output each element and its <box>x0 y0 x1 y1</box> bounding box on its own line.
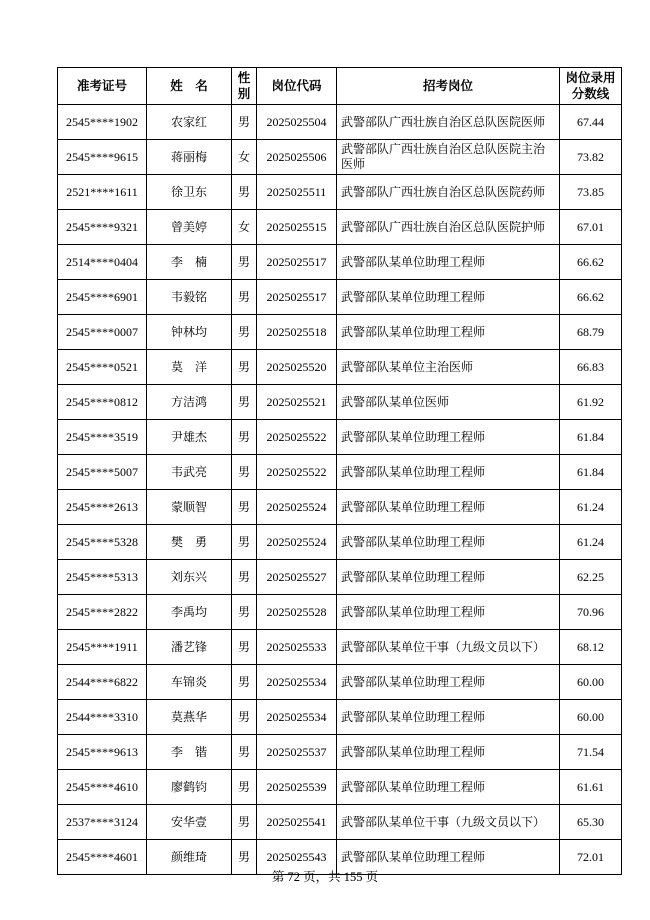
admission-score-table <box>57 67 622 875</box>
cell-name: 潘艺锋 <box>147 630 232 665</box>
table-row <box>58 175 622 210</box>
table-row <box>58 350 622 385</box>
table-row <box>58 385 622 420</box>
cell-name: 徐卫东 <box>147 175 232 210</box>
table-row <box>58 665 622 700</box>
cell-gender: 男 <box>232 630 257 665</box>
table-row <box>58 280 622 315</box>
cell-position: 武警部队某单位助理工程师 <box>337 560 560 595</box>
cell-id: 2545****0812 <box>58 385 147 420</box>
cell-id: 2545****1911 <box>58 630 147 665</box>
cell-gender: 男 <box>232 665 257 700</box>
cell-code: 2025025517 <box>257 245 337 280</box>
cell-code: 2025025541 <box>257 805 337 840</box>
cell-code: 2025025534 <box>257 700 337 735</box>
cell-gender: 男 <box>232 805 257 840</box>
header-row <box>58 68 622 105</box>
cell-name: 李禹均 <box>147 595 232 630</box>
cell-position: 武警部队广西壮族自治区总队医院主治医师 <box>337 140 560 175</box>
cell-id: 2545****4610 <box>58 770 147 805</box>
table-row <box>58 210 622 245</box>
cell-gender: 男 <box>232 595 257 630</box>
cell-code: 2025025511 <box>257 175 337 210</box>
cell-position: 武警部队某单位干事（九级文员以下） <box>337 630 560 665</box>
cell-score: 61.24 <box>560 490 622 525</box>
cell-code: 2025025506 <box>257 140 337 175</box>
cell-position: 武警部队某单位助理工程师 <box>337 525 560 560</box>
cell-gender: 男 <box>232 455 257 490</box>
table-row <box>58 490 622 525</box>
cell-code: 2025025515 <box>257 210 337 245</box>
table-row <box>58 630 622 665</box>
cell-score: 61.61 <box>560 770 622 805</box>
cell-score: 61.24 <box>560 525 622 560</box>
cell-id: 2545****0007 <box>58 315 147 350</box>
cell-name: 安华壹 <box>147 805 232 840</box>
cell-name: 韦武亮 <box>147 455 232 490</box>
cell-position: 武警部队某单位助理工程师 <box>337 735 560 770</box>
cell-gender: 男 <box>232 560 257 595</box>
header-post-code: 岗位代码 <box>257 68 337 105</box>
cell-code: 2025025539 <box>257 770 337 805</box>
cell-code: 2025025527 <box>257 560 337 595</box>
cell-score: 68.79 <box>560 315 622 350</box>
table-row <box>58 455 622 490</box>
table-row <box>58 140 622 175</box>
cell-score: 60.00 <box>560 700 622 735</box>
cell-id: 2545****9321 <box>58 210 147 245</box>
table-row <box>58 595 622 630</box>
cell-id: 2544****3310 <box>58 700 147 735</box>
cell-code: 2025025522 <box>257 420 337 455</box>
cell-code: 2025025533 <box>257 630 337 665</box>
cell-id: 2545****4601 <box>58 840 147 875</box>
cell-gender: 男 <box>232 490 257 525</box>
cell-gender: 男 <box>232 385 257 420</box>
table-body <box>58 105 622 875</box>
cell-gender: 男 <box>232 280 257 315</box>
cell-name: 方洁鸿 <box>147 385 232 420</box>
cell-id: 2545****2613 <box>58 490 147 525</box>
cell-position: 武警部队广西壮族自治区总队医院护师 <box>337 210 560 245</box>
cell-name: 钟林均 <box>147 315 232 350</box>
cell-gender: 男 <box>232 735 257 770</box>
cell-score: 65.30 <box>560 805 622 840</box>
cell-gender: 男 <box>232 315 257 350</box>
cell-name: 车锦炎 <box>147 665 232 700</box>
cell-name: 刘东兴 <box>147 560 232 595</box>
cell-code: 2025025522 <box>257 455 337 490</box>
cell-code: 2025025504 <box>257 105 337 140</box>
cell-position: 武警部队广西壮族自治区总队医院药师 <box>337 175 560 210</box>
cell-name: 莫燕华 <box>147 700 232 735</box>
cell-gender: 女 <box>232 210 257 245</box>
table-row <box>58 770 622 805</box>
cell-name: 颜维琦 <box>147 840 232 875</box>
cell-score: 66.83 <box>560 350 622 385</box>
cell-position: 武警部队某单位助理工程师 <box>337 455 560 490</box>
cell-id: 2545****2822 <box>58 595 147 630</box>
cell-score: 73.82 <box>560 140 622 175</box>
header-exam-id: 准考证号 <box>58 68 147 105</box>
cell-position: 武警部队某单位助理工程师 <box>337 490 560 525</box>
cell-position: 武警部队某单位助理工程师 <box>337 595 560 630</box>
cell-name: 尹雄杰 <box>147 420 232 455</box>
cell-score: 68.12 <box>560 630 622 665</box>
cell-gender: 男 <box>232 105 257 140</box>
table-row <box>58 315 622 350</box>
cell-position: 武警部队某单位助理工程师 <box>337 280 560 315</box>
cell-position: 武警部队某单位助理工程师 <box>337 420 560 455</box>
table-row <box>58 560 622 595</box>
cell-name: 莫 洋 <box>147 350 232 385</box>
page-number: 第 72 页，共 155 页 <box>271 870 379 884</box>
cell-gender: 女 <box>232 140 257 175</box>
cell-code: 2025025524 <box>257 525 337 560</box>
cell-score: 62.25 <box>560 560 622 595</box>
cell-score: 70.96 <box>560 595 622 630</box>
table-row <box>58 525 622 560</box>
cell-position: 武警部队广西壮族自治区总队医院医师 <box>337 105 560 140</box>
header-score-line: 岗位录用分数线 <box>560 68 622 105</box>
cell-score: 61.84 <box>560 420 622 455</box>
cell-id: 2545****5328 <box>58 525 147 560</box>
cell-position: 武警部队某单位干事（九级文员以下） <box>337 805 560 840</box>
cell-id: 2545****5313 <box>58 560 147 595</box>
cell-name: 蒙顺智 <box>147 490 232 525</box>
table-row <box>58 245 622 280</box>
table-row <box>58 105 622 140</box>
cell-gender: 男 <box>232 840 257 875</box>
table-row <box>58 420 622 455</box>
cell-id: 2514****0404 <box>58 245 147 280</box>
cell-score: 67.44 <box>560 105 622 140</box>
cell-id: 2537****3124 <box>58 805 147 840</box>
cell-score: 67.01 <box>560 210 622 245</box>
cell-gender: 男 <box>232 700 257 735</box>
cell-code: 2025025537 <box>257 735 337 770</box>
cell-id: 2545****6901 <box>58 280 147 315</box>
cell-position: 武警部队某单位主治医师 <box>337 350 560 385</box>
cell-position: 武警部队某单位助理工程师 <box>337 700 560 735</box>
cell-gender: 男 <box>232 525 257 560</box>
cell-id: 2545****9615 <box>58 140 147 175</box>
table-row <box>58 700 622 735</box>
cell-code: 2025025524 <box>257 490 337 525</box>
cell-gender: 男 <box>232 770 257 805</box>
cell-code: 2025025534 <box>257 665 337 700</box>
cell-position: 武警部队某单位助理工程师 <box>337 770 560 805</box>
cell-position: 武警部队某单位助理工程师 <box>337 315 560 350</box>
cell-id: 2545****1902 <box>58 105 147 140</box>
cell-score: 66.62 <box>560 280 622 315</box>
cell-id: 2545****0521 <box>58 350 147 385</box>
cell-gender: 男 <box>232 420 257 455</box>
cell-id: 2545****3519 <box>58 420 147 455</box>
cell-score: 72.01 <box>560 840 622 875</box>
cell-id: 2545****5007 <box>58 455 147 490</box>
cell-name: 李 楠 <box>147 245 232 280</box>
cell-score: 73.85 <box>560 175 622 210</box>
cell-name: 廖鹤钧 <box>147 770 232 805</box>
cell-score: 61.92 <box>560 385 622 420</box>
cell-score: 60.00 <box>560 665 622 700</box>
cell-score: 61.84 <box>560 455 622 490</box>
cell-gender: 男 <box>232 350 257 385</box>
cell-name: 韦毅铭 <box>147 280 232 315</box>
cell-gender: 男 <box>232 175 257 210</box>
cell-score: 71.54 <box>560 735 622 770</box>
cell-name: 曾美婷 <box>147 210 232 245</box>
cell-id: 2545****9613 <box>58 735 147 770</box>
cell-code: 2025025528 <box>257 595 337 630</box>
cell-name: 樊 勇 <box>147 525 232 560</box>
cell-id: 2521****1611 <box>58 175 147 210</box>
cell-position: 武警部队某单位助理工程师 <box>337 840 560 875</box>
cell-name: 李 锴 <box>147 735 232 770</box>
cell-code: 2025025521 <box>257 385 337 420</box>
cell-score: 66.62 <box>560 245 622 280</box>
header-gender: 性别 <box>232 68 257 105</box>
table-row <box>58 805 622 840</box>
cell-name: 蒋丽梅 <box>147 140 232 175</box>
cell-code: 2025025517 <box>257 280 337 315</box>
cell-name: 农家红 <box>147 105 232 140</box>
cell-id: 2544****6822 <box>58 665 147 700</box>
header-position: 招考岗位 <box>337 68 560 105</box>
cell-code: 2025025543 <box>257 840 337 875</box>
cell-code: 2025025520 <box>257 350 337 385</box>
table-row <box>58 735 622 770</box>
cell-position: 武警部队某单位助理工程师 <box>337 245 560 280</box>
cell-position: 武警部队某单位助理工程师 <box>337 665 560 700</box>
cell-code: 2025025518 <box>257 315 337 350</box>
cell-gender: 男 <box>232 245 257 280</box>
header-name: 姓 名 <box>147 68 232 105</box>
cell-position: 武警部队某单位医师 <box>337 385 560 420</box>
